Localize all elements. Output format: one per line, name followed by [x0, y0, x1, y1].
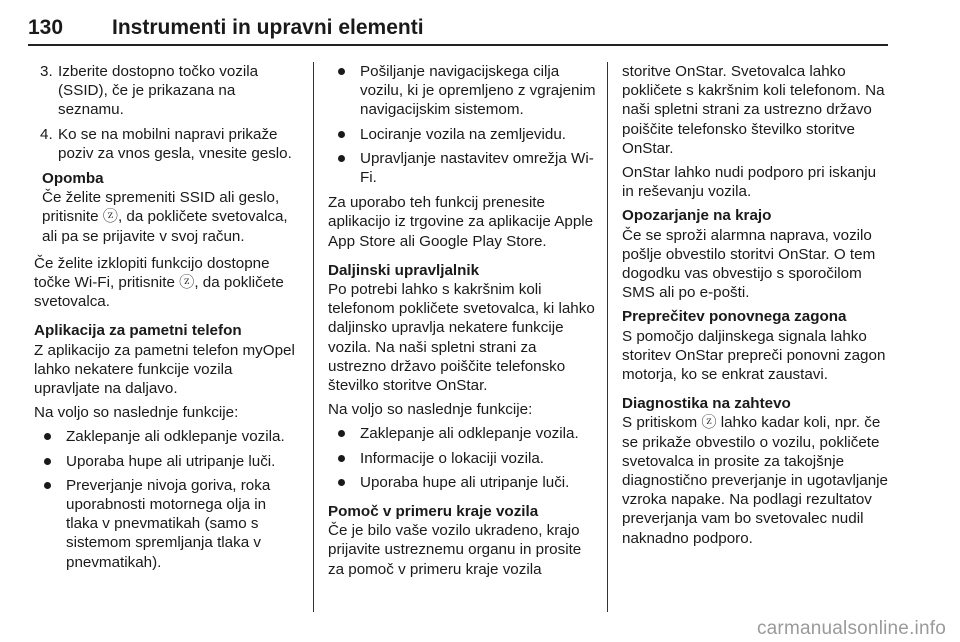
paragraph: Če je bilo vaše vozilo ukradeno, krajo prijavite ustreznemu organu in prosite za pomoč v primeru kraje vozila [328, 522, 582, 578]
page-number: 130 [28, 16, 64, 39]
list-item: Upravljanje nastavitev omrežja Wi-Fi. [328, 149, 598, 187]
note-text: Če želite spremeniti SSID ali geslo, pritisnite ⓩ, da pokličete svetovalca, ali pa se prijavite v svoj račun. [42, 189, 288, 245]
watermark: carmanualsonline.info [756, 618, 946, 639]
paragraph: Na voljo so naslednje funkcije: [328, 401, 533, 419]
paragraph: Če želite izklopiti funkcijo dostopne točke Wi-Fi, pritisnite ⓩ, da pokličete svetovalca. [34, 254, 284, 311]
note-title: Opomba [42, 170, 104, 188]
section-heading: Daljinski upravljalnik [328, 261, 480, 279]
section-heading: Preprečitev ponovnega zagona [622, 308, 847, 326]
section-heading: Opozarjanje na krajo [622, 207, 772, 225]
bullet-list [328, 424, 598, 492]
column-divider [607, 62, 608, 612]
paragraph: Za uporabo teh funkcij prenesite aplikacijo iz trgovine za aplikacije Apple App Store ali Google Play Store. [328, 194, 594, 250]
paragraph: S pritiskom ⓩ lahko kadar koli, npr. če se prikaže obvestilo o vozilu, pokličete svetovalca in prosite za takojšnje diagnostično preverjanje in ugotavljanje vzroka napake. Na podlagi rezultatov preverjanja vam bo svetovalec nudil naknadno podporo. [622, 414, 888, 547]
step-item: 3. Izberite dostopno točko vozila (SSID), če je prikazana na seznamu. [40, 63, 259, 119]
list-item: Lociranje vozila na zemljevidu. [328, 125, 598, 144]
list-item: Informacije o lokaciji vozila. [328, 449, 598, 468]
section-heading: Aplikacija za pametni telefon [34, 322, 242, 340]
page-title: Instrumenti in upravni elementi [112, 16, 424, 39]
column-3 [622, 62, 892, 553]
numbered-steps [34, 62, 302, 163]
section-heading: Diagnostika na zahtevo [622, 395, 791, 413]
paragraph: Če se sproži alarmna naprava, vozilo pošlje obvestilo storitvi OnStar. O tem dogodku vas obvestijo s sporočilom SMS ali po e-pošti. [622, 226, 876, 302]
paragraph: Z aplikacijo za pametni telefon myOpel lahko nekatere funkcije vozila upravljate na daljavo. [34, 341, 295, 398]
paragraph: Po potrebi lahko s kakršnim koli telefonom pokličete svetovalca, ki lahko daljinsko upravlja nekatere funkcije vozila. Na naši spletni strani za ustrezno državo poiščite telefonsko številko storitve OnStar. [328, 281, 595, 395]
column-divider [313, 62, 314, 612]
paragraph: OnStar lahko nudi podporo pri iskanju in reševanju vozila. [622, 164, 877, 201]
list-item: Pošiljanje navigacijskega cilja vozilu, ki je opremljeno z vgrajenim navigacijskim sistemom. [328, 62, 598, 120]
list-item: Preverjanje nivoja goriva, roka uporabnosti motornega olja in tlaka v pnevmatikah (samo s sistemom spremljanja tlaka v pnevmatikah). [34, 476, 302, 572]
section-heading: Pomoč v primeru kraje vozila [328, 503, 539, 521]
bullet-list [34, 427, 302, 571]
column-1 [34, 62, 302, 578]
list-item: Uporaba hupe ali utripanje luči. [328, 473, 598, 492]
list-item: Uporaba hupe ali utripanje luči. [34, 452, 302, 471]
bullet-list [328, 62, 598, 187]
list-item: Zaklepanje ali odklepanje vozila. [34, 427, 302, 446]
paragraph: Na voljo so naslednje funkcije: [34, 404, 239, 422]
note-box [34, 169, 302, 246]
paragraph: S pomočjo daljinskega signala lahko storitev OnStar prepreči ponovni zagon motorja, ko se enkrat zaustavi. [622, 327, 886, 384]
step-item: 4. Ko se na mobilni napravi prikaže poziv za vnos gesla, vnesite geslo. [40, 125, 292, 162]
page-header [28, 10, 888, 46]
paragraph: storitve OnStar. Svetovalca lahko pokličete s kakršnim koli telefonom. Na naši spletni strani za ustrezno državo poiščite telefonsko številko storitve OnStar. [622, 63, 885, 157]
list-item: Zaklepanje ali odklepanje vozila. [328, 424, 598, 443]
column-2 [328, 62, 598, 584]
